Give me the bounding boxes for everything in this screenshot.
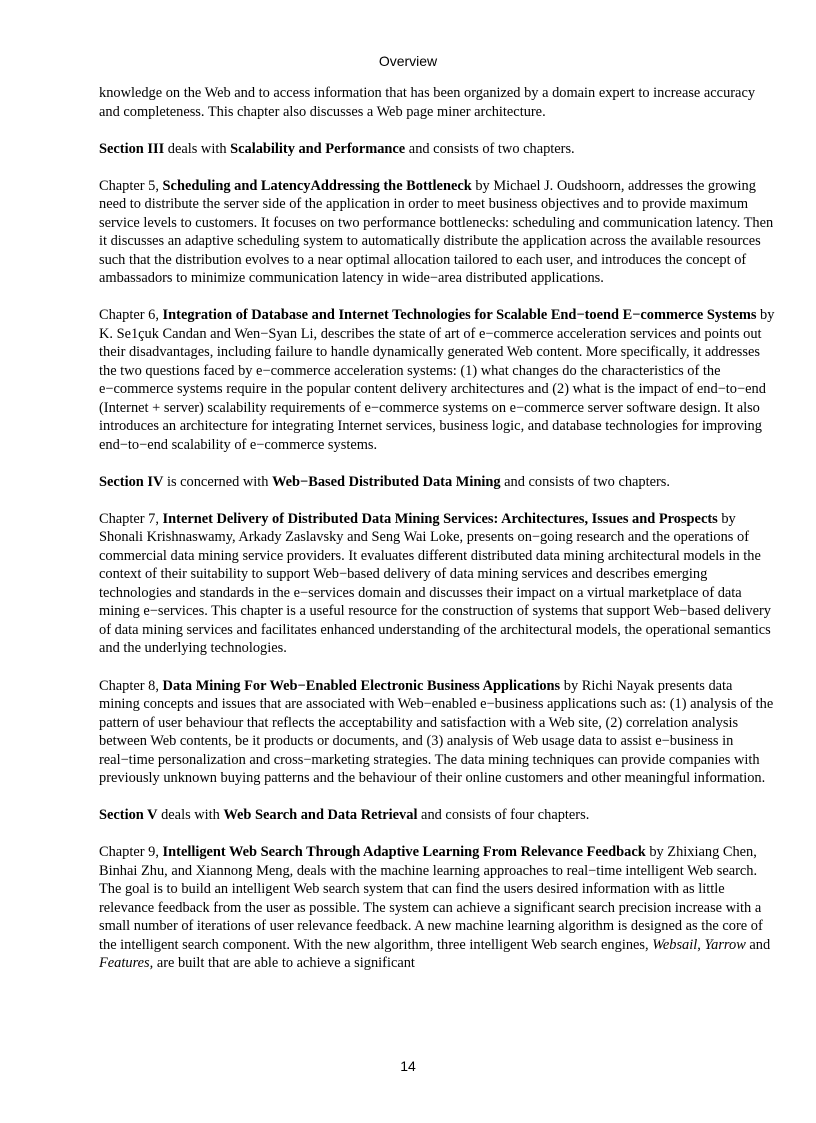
- search-engine-name: Features,: [99, 955, 154, 972]
- paragraph-chapter-9: Chapter 9, Intelligent Web Search Through Adaptive Learning From Relevance Feedback by Zhixiang Chen, Binhai Zhu, and Xiannong Meng, deals with the machine learning approaches to real−time intelligent Web search. The goal is to build an intelligent Web search system that can find the users desired information with as little relevance feedback from the user as possible. The system can achieve a significant search precision increase with a small number of iterations of user relevance feedback. A new machine learning algorithm is designed as the core of the intelligent search component. With the new algorithm, three intelligent Web search engines, Websail, Yarrow and Features, are built that are able to achieve a significant: [99, 844, 771, 972]
- paragraph-section-v: Section V deals with Web Search and Data Retrieval and consists of four chapters.: [99, 807, 590, 824]
- search-engine-name: Websail: [652, 936, 698, 953]
- paragraph-section-iii: Section III deals with Scalability and Performance and consists of two chapters.: [99, 140, 575, 157]
- section-heading: Section IV: [99, 473, 164, 490]
- chapter-title: Intelligent Web Search Through Adaptive Learning From Relevance Feedback: [162, 844, 646, 861]
- paragraph-chapter-7: Chapter 7, Internet Delivery of Distributed Data Mining Services: Architectures, Issues and Prospects by Shonali Krishnaswamy, Arkady Zaslavsky and Seng Wai Loke, presents on−going research and the operations of commercial data mining service providers. It evaluates different distributed data mining architectural models in the context of their suitability to support Web−based delivery of data mining services and describes emerging technologies and standards in the e−services domain and discusses their impact on a virtual marketplace of data mining e−services. This chapter is a useful resource for the construction of systems that support Web−based delivery of data mining services and facilitates enhanced understanding of the architectural models, the operational semantics and the underlying technologies.: [99, 510, 771, 657]
- body-text: [99, 84, 775, 991]
- chapter-title: Internet Delivery of Distributed Data Mining Services: Architectures, Issues and Prospects: [162, 510, 718, 527]
- section-heading: Section V: [99, 807, 158, 824]
- section-heading: Section III: [99, 140, 165, 157]
- paragraph-chapter-5: Chapter 5, Scheduling and LatencyAddressing the Bottleneck by Michael J. Oudshoorn, addresses the growing need to distribute the server side of the application in order to meet business objectives and to provide maximum service levels to customers. It focuses on two performance bottlenecks: scheduling and communication latency. Then it discusses an adaptive scheduling system to automatically distribute the application across the available resources such that the distribution evolves to a near optimal allocation tailored to each user, and introduces the concept of ambassadors to minimize communication latency in wide−area distributed applications.: [99, 177, 774, 287]
- section-topic: Web Search and Data Retrieval: [223, 807, 418, 824]
- page-number: 14: [400, 1058, 416, 1074]
- section-topic: Scalability and Performance: [230, 140, 406, 157]
- paragraph-chapter-8: Chapter 8, Data Mining For Web−Enabled Electronic Business Applications by Richi Nayak presents data mining concepts and issues that are associated with Web−enabled e−business applications such as: (1) analysis of the pattern of user behaviour that reflects the acceptability and satisfaction with a Web site, (2) correlation analysis between Web contents, be it products or documents, and (3) analysis of Web usage data to assist e−business in real−time personalization and cross−marketing strategies. The data mining techniques can provide companies with previously unknown buying patterns and the behaviour of their online customers and other meaningful information.: [99, 677, 774, 787]
- paragraph-section-iv: Section IV is concerned with Web−Based Distributed Data Mining and consists of two chapters.: [99, 473, 671, 490]
- paragraph-continuation: knowledge on the Web and to access information that has been organized by a domain expert to increase accuracy and completeness. This chapter also discusses a Web page miner architecture.: [99, 85, 756, 120]
- paragraph-chapter-6: Chapter 6, Integration of Database and Internet Technologies for Scalable End−toend E−commerce Systems by K. Se1çuk Candan and Wen−Syan Li, describes the state of art of e−commerce acceleration services and points out their disadvantages, including failure to handle dynamically generated Web content. More specifically, it addresses the two questions faced by e−commerce acceleration systems: (1) what changes do the characteristics of the e−commerce systems require in the popular content delivery architectures and (2) what is the impact of end−to−end (Internet + server) scalability requirements of e−commerce systems on e−commerce server software design. It also introduces an architecture for integrating Internet services, business logic, and database technologies for improving end−to−end scalability of e−commerce systems.: [99, 307, 775, 453]
- chapter-title: Data Mining For Web−Enabled Electronic Business Applications: [162, 677, 561, 694]
- chapter-title: Scheduling and LatencyAddressing the Bottleneck: [162, 177, 472, 194]
- search-engine-name: Yarrow: [704, 936, 746, 953]
- running-header: Overview: [378, 53, 438, 69]
- chapter-title: Integration of Database and Internet Technologies for Scalable End−toend E−commerce Systems: [162, 307, 757, 324]
- section-topic: Web−Based Distributed Data Mining: [272, 473, 501, 490]
